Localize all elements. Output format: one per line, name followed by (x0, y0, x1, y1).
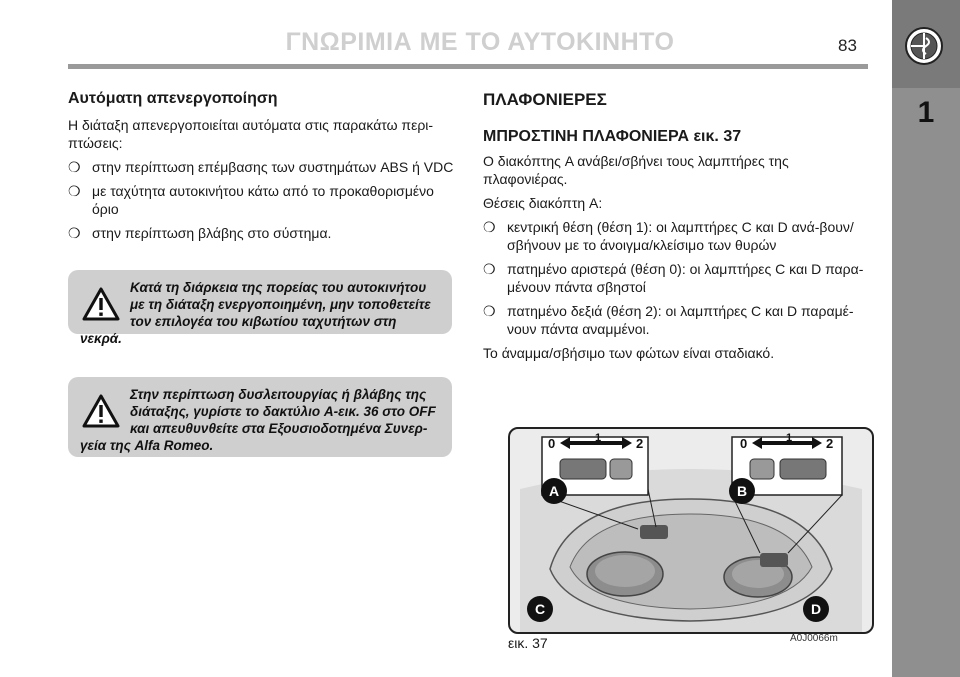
figure-code: A0J0066m (790, 633, 838, 644)
list-item (483, 302, 873, 338)
warning-triangle-icon (82, 287, 120, 321)
switch-a (640, 525, 668, 539)
list-item (483, 218, 873, 254)
list-item (68, 182, 456, 218)
section-subtitle: ΜΠΡΟΣΤΙΝΗ ΠΛΑΦΟΝΙΕΡΑ εικ. 37 (483, 128, 742, 145)
list-item-text: κεντρική θέση (θέση 1): οι λαμπτήρες C και D ανά-βουν/σβήνουν με το άνοιγμα/κλείσιμο των θυρών (507, 219, 854, 253)
label-b: B (736, 483, 748, 499)
list-item-text: με ταχύτητα αυτοκινήτου κάτω από το προκαθορισμένο όριο (92, 183, 434, 217)
warning-triangle-icon (82, 394, 120, 428)
page-header-title: ΓΝΩΡΙΜΙΑ ΜΕ ΤΟ ΑΥΤΟΚΙΝΗΤΟ (285, 28, 675, 56)
intro-text: Η διάταξη απενεργοποιείται αυτόματα στις παρακάτω περι-πτώσεις: (68, 117, 434, 151)
left-column (68, 90, 456, 248)
warning-box (68, 270, 452, 346)
list-item-text: πατημένο αριστερά (θέση 0): οι λαμπτήρες C και D παρα-μένουν πάντα σβηστοί (507, 261, 864, 295)
bullet-icon: ❍ (68, 225, 81, 241)
alfa-romeo-logo-icon (904, 26, 944, 66)
section-heading: Αυτόματη απενεργοποίηση (68, 90, 278, 107)
switch-pos-2: 2 (636, 436, 644, 451)
chapter-side-tab (892, 0, 960, 677)
bullet-icon: ❍ (483, 261, 496, 277)
intro-text: Ο διακόπτης A ανάβει/σβήνει τους λαμπτήρες της πλαφονιέρας. (483, 153, 789, 187)
chapter-number: 1 (917, 96, 935, 129)
bullet-icon: ❍ (483, 219, 496, 235)
side-tab-logo-area (892, 0, 960, 88)
page-number: 83 (838, 36, 857, 55)
ceiling-light-illustration (510, 429, 872, 632)
figure-caption: εικ. 37 (508, 635, 548, 651)
bullet-icon: ❍ (68, 159, 81, 175)
warning-text: Στην περίπτωση δυσλειτουργίας ή βλάβης της διάταξης, γυρίστε το δακτύλιο A-εικ. 36 στο OFF και απευθυνθείτε στα Εξουσιοδοτημένα Συνερ-γεία της Alfa Romeo. (80, 387, 436, 453)
switch-pos-0-b: 0 (740, 436, 748, 451)
warning-text: Κατά τη διάρκεια της πορείας του αυτοκινήτου με τη διάταξη ενεργοποιημένη, μην τοποθετείτε τον επιλογέα του κιβωτίου ταχυτήτων στη νεκρά. (80, 280, 431, 346)
outro-text: Το άναμμα/σβήσιμο των φώτων είναι σταδιακό. (483, 345, 775, 361)
switch-pos-2-b: 2 (826, 436, 834, 451)
right-column (483, 90, 873, 368)
list-item (68, 158, 456, 176)
label-d: D (810, 601, 822, 617)
list-item-text: πατημένο δεξιά (θέση 2): οι λαμπτήρες C και D παραμέ-νουν πάντα αναμμένοι. (507, 303, 854, 337)
label-c: C (534, 601, 546, 617)
ceiling-light-figure (508, 427, 874, 634)
list-item (483, 260, 873, 296)
warning-box (68, 377, 452, 457)
section-title: ΠΛΑΦΟΝΙΕΡΕΣ (483, 90, 607, 109)
switch-pos-0: 0 (548, 436, 556, 451)
list-item-text: στην περίπτωση επέμβασης των συστημάτων ABS ή VDC (92, 159, 454, 175)
switch-pos-1: 1 (595, 432, 602, 444)
switch-pos-1-b: 1 (786, 432, 793, 444)
header-rule (68, 64, 868, 69)
positions-label: Θέσεις διακόπτη A: (483, 195, 603, 211)
switch-b (760, 553, 788, 567)
list-item-text: στην περίπτωση βλάβης στο σύστημα. (92, 225, 332, 241)
label-a: A (548, 483, 560, 499)
list-item (68, 224, 456, 242)
bullet-icon: ❍ (483, 303, 496, 319)
bullet-icon: ❍ (68, 183, 81, 199)
